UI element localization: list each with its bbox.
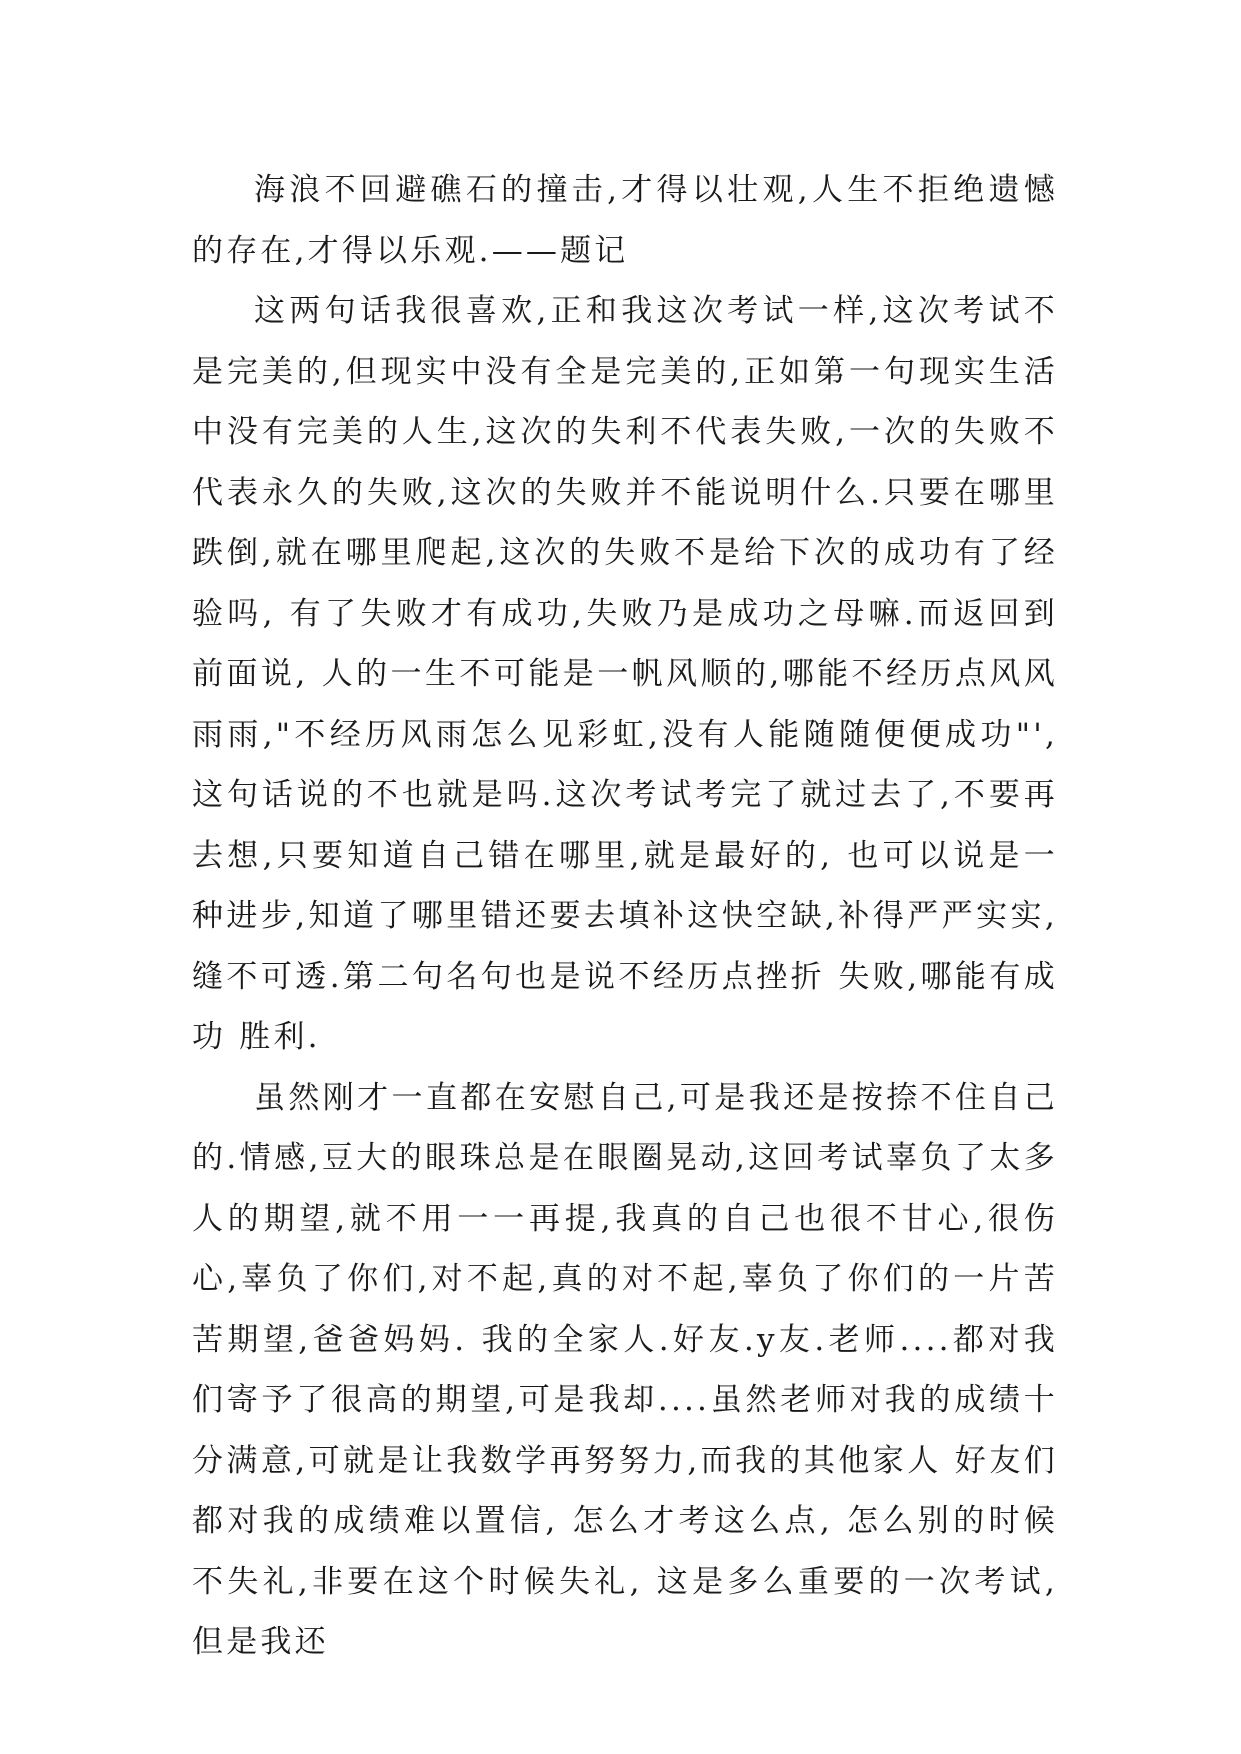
document-page — [192, 160, 1058, 1673]
paragraph-body-1: 这两句话我很喜欢,正和我这次考试一样,这次考试不是完美的,但现实中没有全是完美的,正如第一句现实生活中没有完美的人生,这次的失利不代表失败,一次的失败不代表永久的失败,这次的失败并不能说明什么.只要在哪里跌倒,就在哪里爬起,这次的失败不是给下次的成功有了经验吗, 有了失败才有成功,失败乃是成功之母嘛.而返回到前面说, 人的一生不可能是一帆风顺的,哪能不经历点风风雨雨,"不经历风雨怎么见彩虹,没有人能随随便便成功"',这句话说的不也就是吗.这次考试考完了就过去了,不要再去想,只要知道自己错在哪里,就是最好的, 也可以说是一种进步,知道了哪里错还要去填补这快空缺,补得严严实实,缝不可透.第二句名句也是说不经历点挫折 失败,哪能有成功 胜利. — [192, 293, 1058, 1055]
paragraph-body-2: 虽然刚才一直都在安慰自己,可是我还是按捺不住自己的.情感,豆大的眼珠总是在眼圈晃动,这回考试辜负了太多人的期望,就不用一一再提,我真的自己也很不甘心,很伤心,辜负了你们,对不起,真的对不起,辜负了你们的一片苦苦期望,爸爸妈妈. 我的全家人.好友.y友.老师....都对我们寄予了很高的期望,可是我却....虽然老师对我的成绩十分满意,可就是让我数学再努努力,而我的其他家人 好友们都对我的成绩难以置信, 怎么才考这么点, 怎么别的时候不失礼,非要在这个时候失礼, 这是多么重要的一次考试, 但是我还 — [192, 1079, 1058, 1660]
paragraph-epigraph: 海浪不回避礁石的撞击,才得以壮观,人生不拒绝遗憾的存在,才得以乐观.——题记 — [192, 172, 1058, 269]
